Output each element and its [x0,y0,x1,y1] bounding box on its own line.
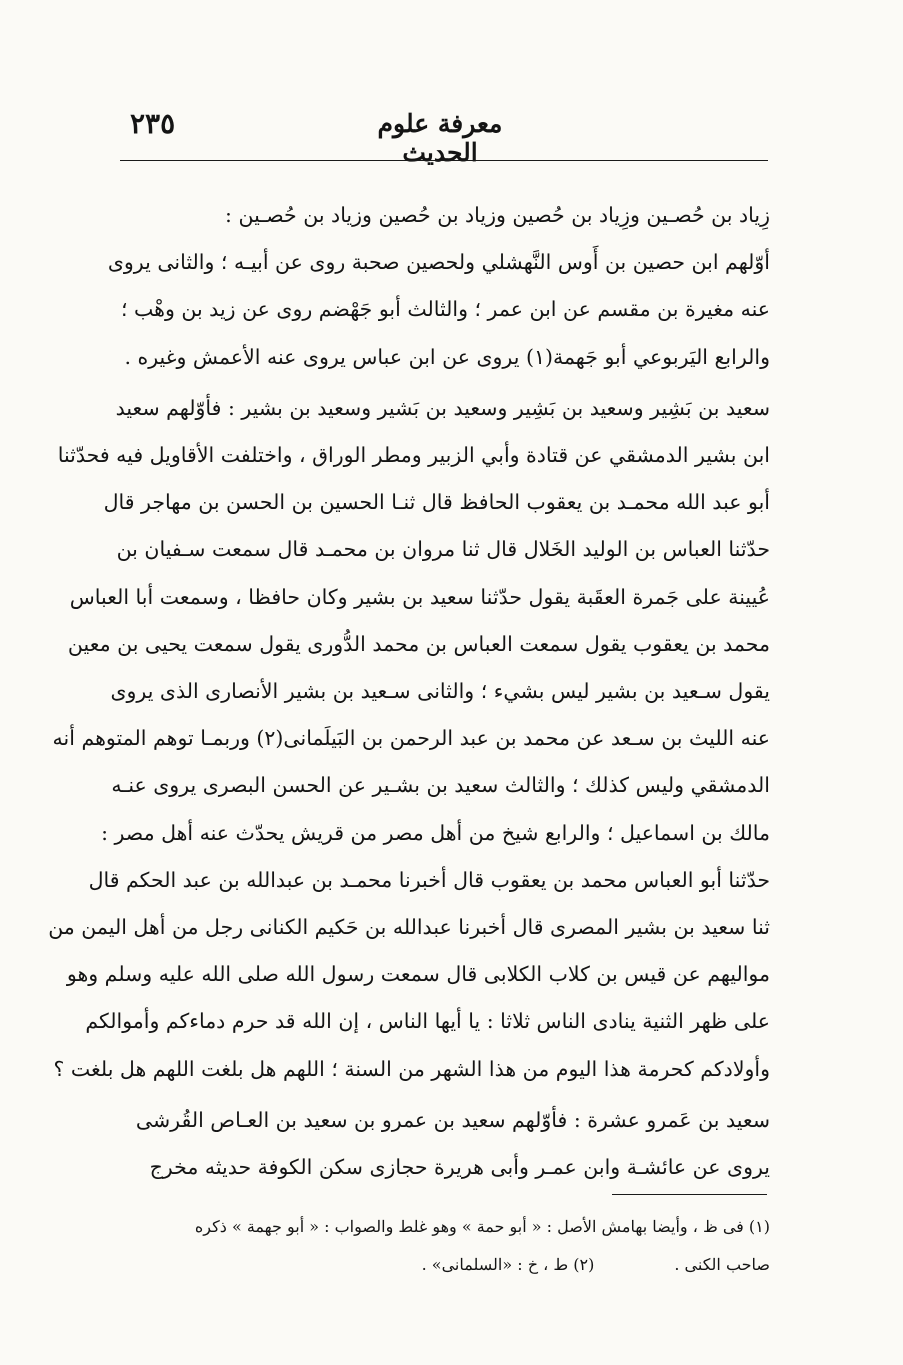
text-line: عنه مغيرة بن مقسم عن ابن عمر ؛ والثالث أبو جَهْضم روى عن زيد بن وهْب ؛ [120,297,770,322]
text-line: يروى عن عائشـة وابن عمـر وأبى هريرة حجازى سكن الكوفة حديثه مخرج [149,1155,770,1180]
text-line: عنه الليث بن سـعد عن محمد بن عبد الرحمن بن البَيلَمانى(٢) وربمـا توهم المتوهم أنه [52,726,770,751]
text-line: حدّثنا العباس بن الوليد الخَلال قال ثنا مروان بن محمـد قال سمعت سـفيان بن [116,537,770,562]
text-line: ابن بشير الدمشقي عن قتادة وأبي الزبير ومطر الوراق ، واختلفت الأقاويل فيه فحدّثنا [57,443,770,468]
text-line: أبو عبد الله محمـد بن يعقوب الحافظ قال ثنـا الحسين بن الحسن بن مهاجر قال [103,490,770,515]
text-line: وأولادكم كحرمة هذا اليوم من هذا الشهر من السنة ؛ اللهم هل بلغت اللهم هل بلغت ؟ [53,1056,770,1081]
text-line: حدّثنا أبو العباس محمد بن يعقوب قال أخبرنا محمـد بن عبدالله بن عبد الحكم قال [88,867,770,892]
paragraph-said-bin-bashir [48,385,770,1093]
text-line: عُيينة على جَمرة العقَبة يقول حدّثنا سعيد بن بشير وكان حافظا ، وسمعت أبا العباس [69,584,770,609]
running-title: معرفة علوم الحديث [377,109,503,167]
text-line: سعيد بن عَمرو عشرة : فأوّلهم سعيد بن عمرو بن سعيد بن العـاص القُرشى [135,1107,770,1132]
text-line: مالك بن اسماعيل ؛ والرابع شيخ من أهل مصر من قريش يحدّث عنه أهل مصر : [101,820,770,845]
text-line: الدمشقي وليس كذلك ؛ والثالث سعيد بن بشـير عن الحسن البصرى يروى عنـه [111,773,770,798]
text-line: يقول سـعيد بن بشير ليس بشيء ؛ والثانى سـعيد بن بشير الأنصارى الذى يروى [110,679,770,704]
body-text [48,192,770,1191]
paragraph-ziyad [107,192,770,381]
text-line: محمد بن يعقوب يقول سمعت العباس بن محمد الدُّورى يقول سمعت يحيى بن معين [67,631,770,656]
page-header [120,103,765,167]
footnote-continuation-line [118,1246,770,1284]
paragraph-said-bin-amr [118,1097,770,1191]
text-line: زِياد بن حُصـين وزِياد بن حُصين وزياد بن حُصين وزياد بن حُصـين : [225,203,770,227]
footnote-1-end: صاحب الكنى . [674,1255,770,1274]
text-line: على ظهر الثنية ينادى الناس ثلاثا : يا أيها الناس ، إن الله قد حرم دماءكم وأموالكم [85,1009,770,1034]
footnote-rule [612,1194,767,1195]
footnote-1: (١) فى ظ ، وأيضا بهامش الأصل : « أبو حمة » وهو غلط والصواب : « أبو جهمة » ذكره [194,1217,770,1236]
text-line: ثنا سعيد بن بشير المصرى قال أخبرنا عبدالله بن حَكيم الكنانى رجل من أهل اليمن من [48,915,770,940]
header-rule [120,160,768,161]
footnotes [118,1208,770,1284]
text-line: سعيد بن بَشِير وسعيد بن بَشِير وسعيد بن بَشير وسعيد بن بشير : فأوّلهم سعيد [115,395,770,420]
footnote-2: (٢) ط ، خ : «السلمانى» . [421,1255,595,1274]
text-line: والرابع اليَربوعي أبو جَهمة(١) يروى عن ابن عباس يروى عنه الأعمش وغيره . [124,344,770,369]
text-line: أوّلهم ابن حصين بن أَوس النَّهشلي ولحصين صحبة روى عن أبيـه ؛ والثانى يروى [107,250,770,275]
page-number: ٢٣٥ [130,107,176,140]
text-line: مواليهم عن قيس بن كلاب الكلابى قال سمعت رسول الله صلى الله عليه وسلم وهو [66,962,770,987]
